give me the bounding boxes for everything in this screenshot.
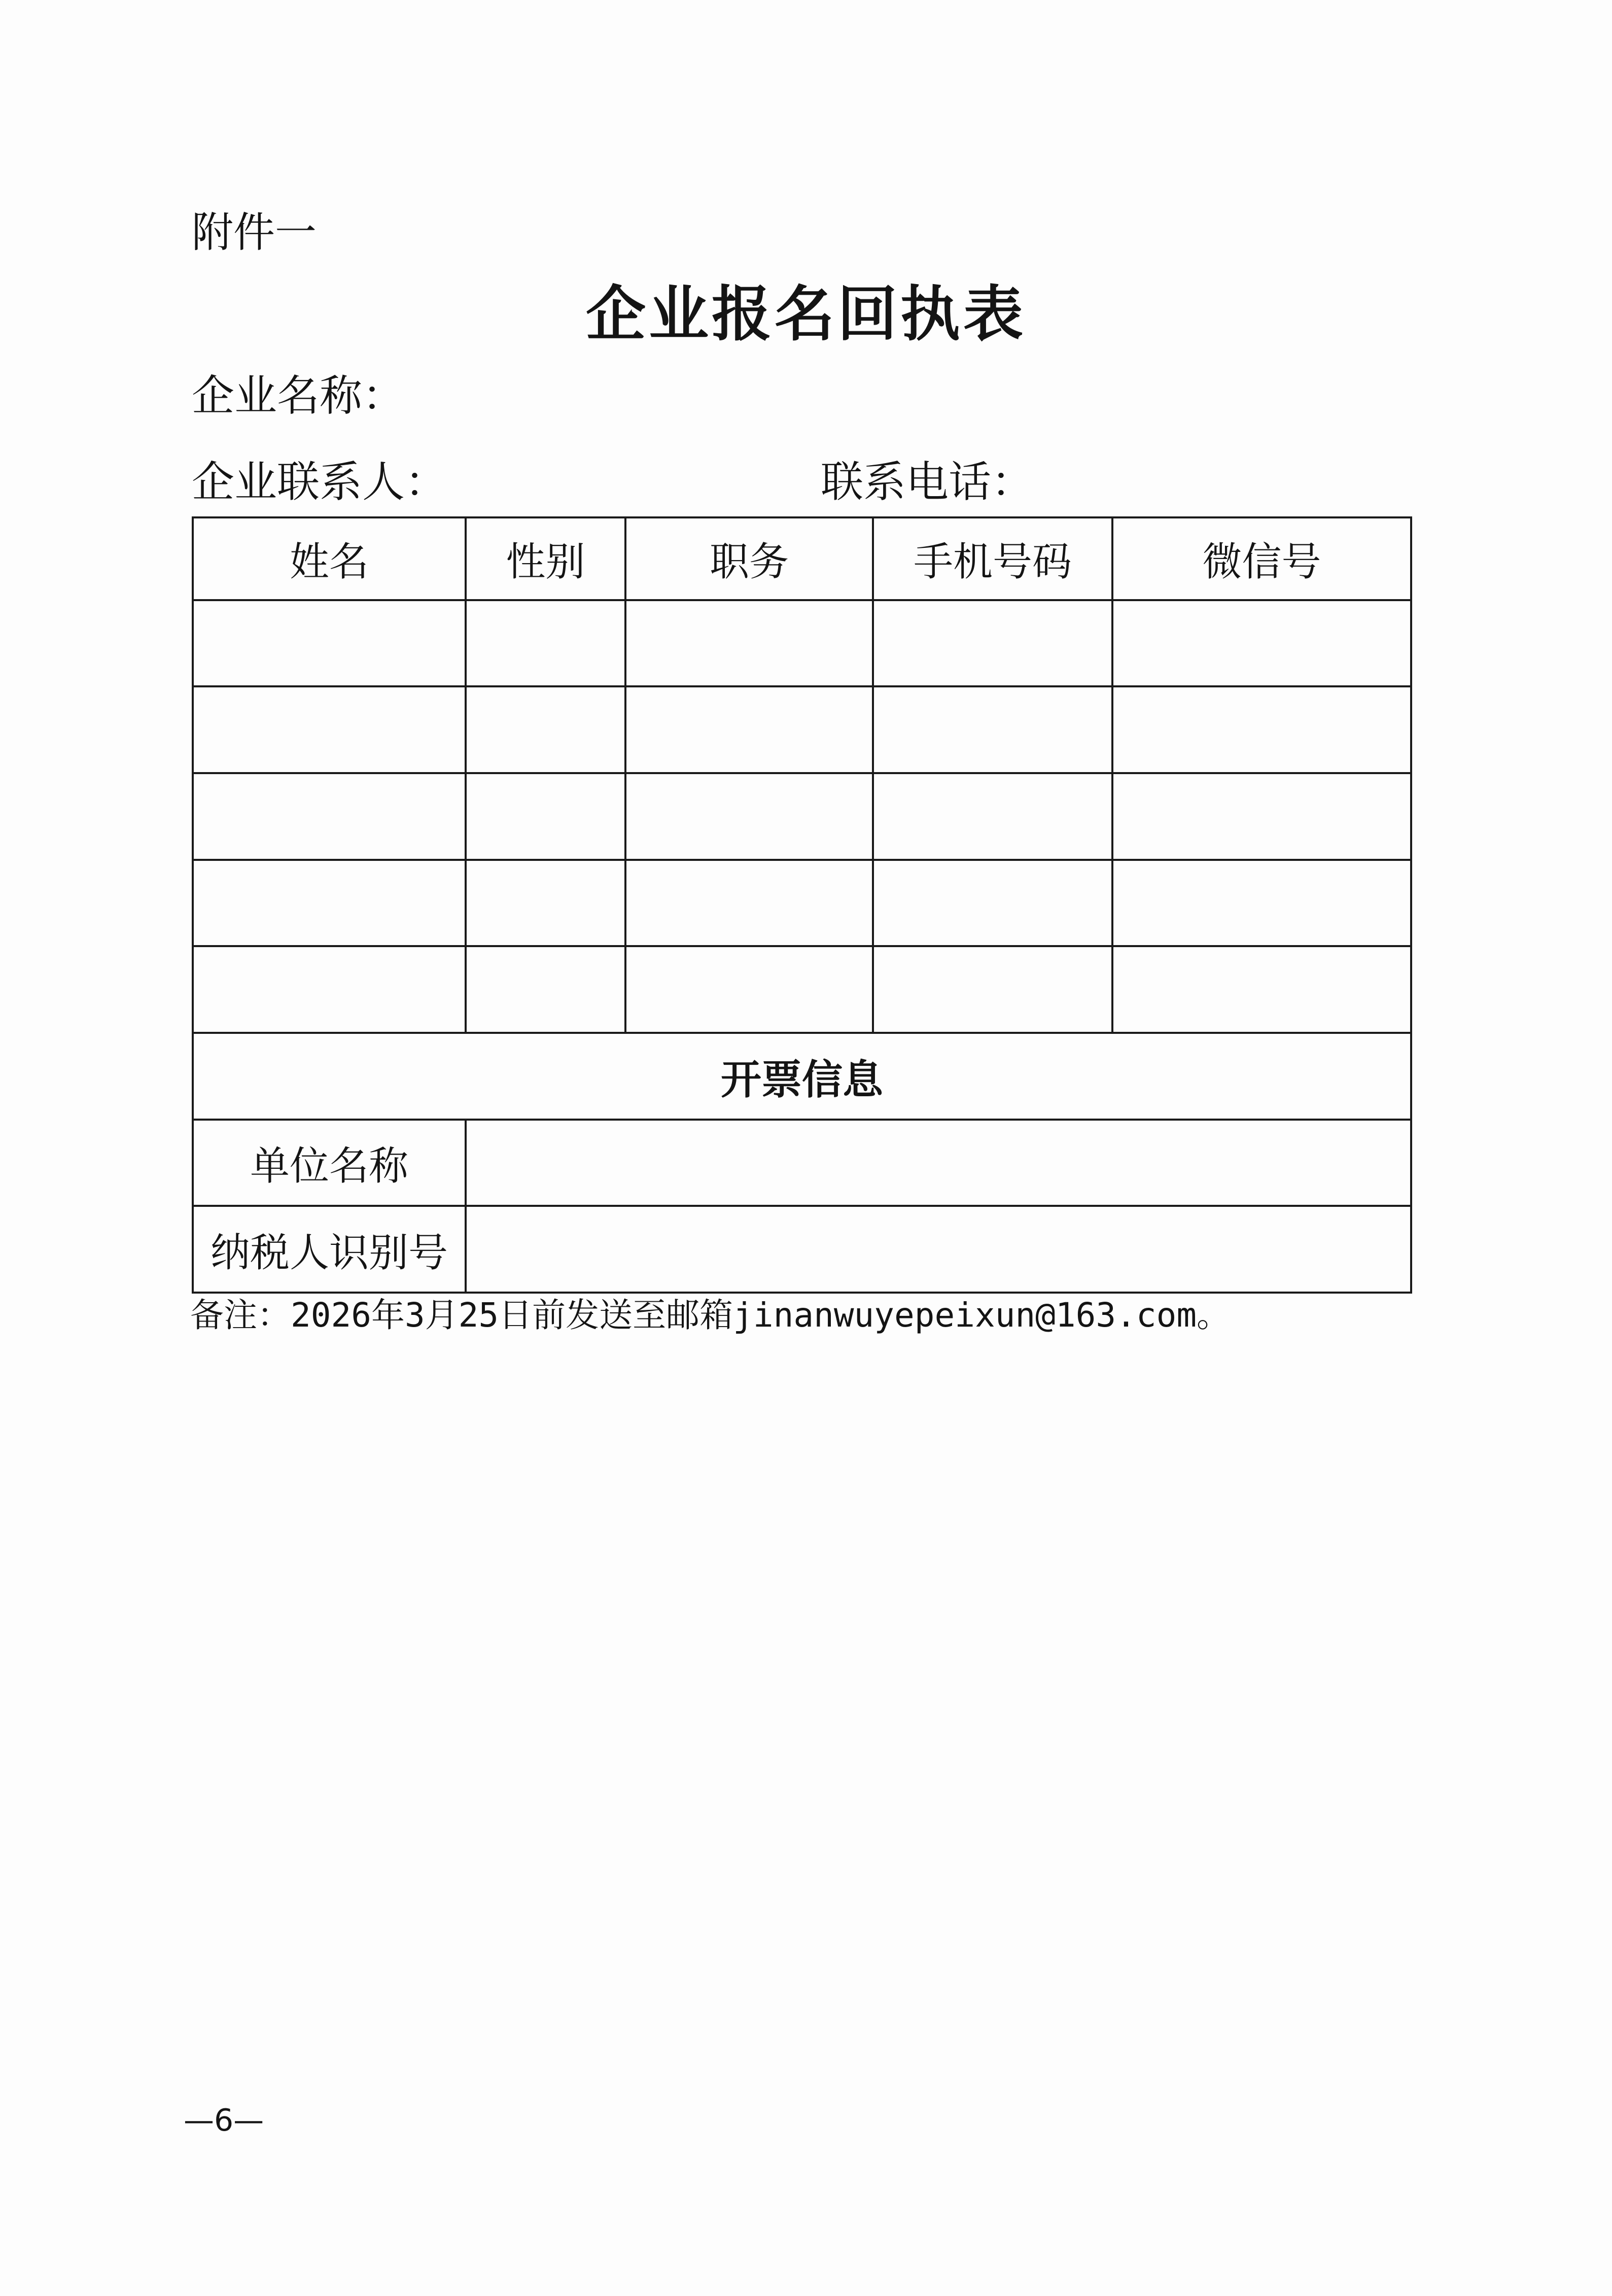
table-cell[interactable] (873, 773, 1112, 860)
table-row (193, 600, 1411, 687)
table-cell[interactable] (1112, 946, 1411, 1033)
table-cell[interactable] (466, 686, 625, 773)
header-wechat: 微信号 (1112, 517, 1411, 600)
table-cell[interactable] (466, 860, 625, 947)
header-gender: 性别 (466, 517, 625, 600)
invoice-title: 开票信息 (193, 1033, 1411, 1120)
invoice-row (193, 1120, 1411, 1206)
table-header-row (193, 517, 1411, 600)
company-name-label: 企业名称： (192, 371, 405, 421)
table-row (193, 773, 1411, 860)
table-cell[interactable] (625, 773, 873, 860)
registration-table (192, 516, 1410, 1294)
table-cell[interactable] (466, 600, 625, 687)
page-number: —6— (184, 2103, 264, 2138)
taxpayer-id-field[interactable] (466, 1206, 1411, 1293)
attachment-label: 附件一 (192, 208, 317, 257)
table-cell[interactable] (1112, 860, 1411, 947)
unit-name-field[interactable] (466, 1120, 1411, 1206)
table-cell[interactable] (625, 860, 873, 947)
table-cell[interactable] (625, 946, 873, 1033)
table-cell[interactable] (193, 860, 466, 947)
invoice-section-header (193, 1033, 1411, 1120)
invoice-label-unit-name: 单位名称 (193, 1120, 466, 1206)
table-cell[interactable] (625, 600, 873, 687)
table-cell[interactable] (873, 946, 1112, 1033)
header-position: 职务 (625, 517, 873, 600)
table-cell[interactable] (466, 773, 625, 860)
footnote: 备注：2026年3月25日前发送至邮箱jinanwuyepeixun@163.com。 (190, 1296, 1231, 1335)
table-cell[interactable] (1112, 686, 1411, 773)
invoice-row (193, 1206, 1411, 1293)
table-cell[interactable] (625, 686, 873, 773)
table-row (193, 946, 1411, 1033)
table-cell[interactable] (193, 686, 466, 773)
table-cell[interactable] (873, 686, 1112, 773)
table-cell[interactable] (1112, 773, 1411, 860)
table-cell[interactable] (873, 600, 1112, 687)
table-cell[interactable] (873, 860, 1112, 947)
header-mobile: 手机号码 (873, 517, 1112, 600)
table-cell[interactable] (193, 773, 466, 860)
table-row (193, 860, 1411, 947)
header-name: 姓名 (193, 517, 466, 600)
table-cell[interactable] (193, 946, 466, 1033)
contact-person-label: 企业联系人： (192, 457, 448, 507)
table-cell[interactable] (466, 946, 625, 1033)
contact-phone-label: 联系电话： (821, 457, 1034, 507)
table-cell[interactable] (193, 600, 466, 687)
page-title: 企业报名回执表 (585, 279, 1026, 349)
invoice-label-taxpayer-id: 纳税人识别号 (193, 1206, 466, 1293)
table-cell[interactable] (1112, 600, 1411, 687)
table-row (193, 686, 1411, 773)
